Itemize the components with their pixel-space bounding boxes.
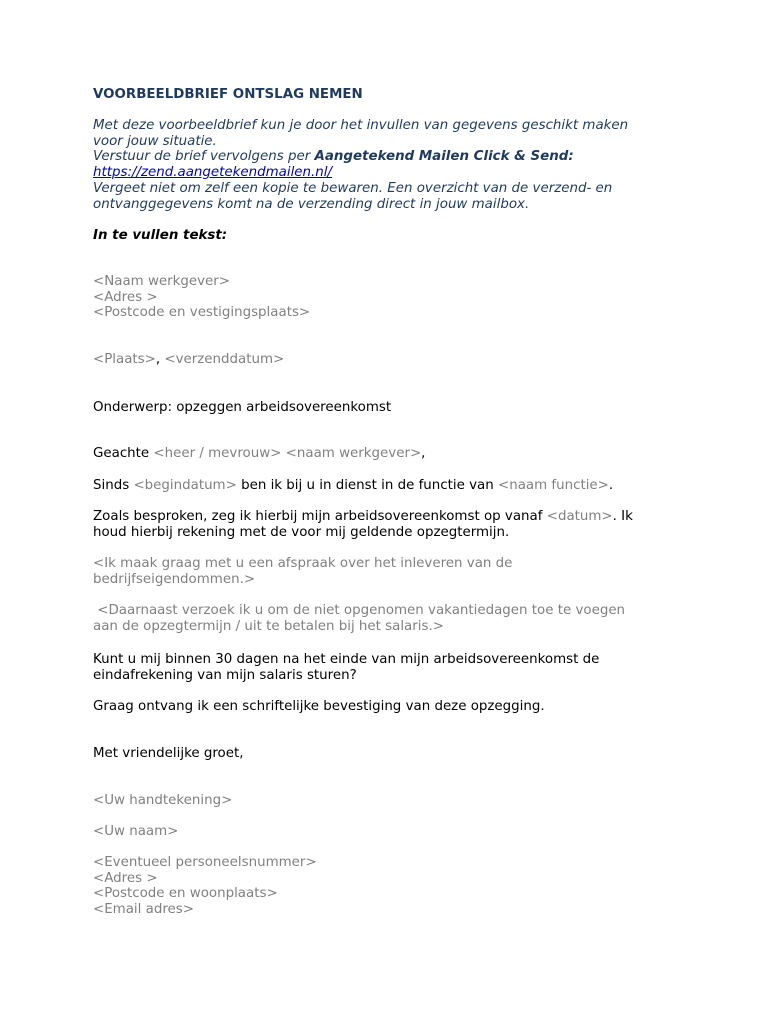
signature-placeholder: <Uw handtekening> [93, 793, 233, 808]
employment-line [93, 478, 613, 494]
intro-line-2: voor jouw situatie. [93, 134, 217, 149]
employment-middle: ben ik bij u in dienst in de functie van [236, 478, 498, 493]
employment-prefix: Sinds [93, 478, 134, 493]
settlement-line-1: Kunt u mij binnen 30 dagen na het einde van mijn arbeidsovereenkomst de [93, 652, 600, 667]
salutation-prefix: Geachte [93, 446, 154, 461]
fill-in-heading: In te vullen tekst: [93, 228, 228, 243]
salutation-suffix: , [421, 446, 426, 461]
employment-suffix: . [608, 478, 614, 493]
intro-line-4 [93, 165, 332, 181]
optional-vacation-line-2: aan de opzegtermijn / uit te betalen bij het salaris.> [93, 619, 444, 634]
service-link[interactable]: https://zend.aangetekendmailen.nl/ [93, 165, 333, 180]
salutation-line [93, 446, 425, 462]
salutation-name-placeholder: <naam werkgever> [285, 446, 422, 461]
salutation-title-placeholder: <heer / mevrouw> [153, 446, 282, 461]
intro-service-name: Aangetekend Mailen Click & Send: [314, 149, 574, 164]
sender-postcode: <Postcode en woonplaats> [93, 886, 278, 901]
function-placeholder: <naam functie> [497, 478, 609, 493]
subject-line: Onderwerp: opzeggen arbeidsovereenkomst [93, 400, 392, 415]
sender-email: <Email adres> [93, 902, 194, 917]
intro-line-6: ontvanggegevens komt na de verzending direct in jouw mailbox. [93, 197, 530, 212]
sender-address: <Adres > [93, 871, 158, 886]
start-date-placeholder: <begindatum> [133, 478, 237, 493]
closing-line: Met vriendelijke groet, [93, 746, 244, 761]
notice-line-1 [93, 509, 633, 525]
document-title: VOORBEELDBRIEF ONTSLAG NEMEN [93, 87, 363, 102]
notice-line-2: houd hierbij rekening met de voor mij geldende opzegtermijn. [93, 525, 510, 540]
intro-line-1: Met deze voorbeeldbrief kun je door het invullen van gegevens geschikt maken [93, 118, 629, 133]
settlement-line-2: eindafrekening van mijn salaris sturen? [93, 668, 357, 683]
employer-postcode: <Postcode en vestigingsplaats> [93, 305, 311, 320]
confirmation-line: Graag ontvang ik een schriftelijke bevestiging van deze opzegging. [93, 699, 545, 714]
sender-staff-number: <Eventueel personeelsnummer> [93, 855, 317, 870]
notice-date-placeholder: <datum> [546, 509, 613, 524]
notice-text: Zoals besproken, zeg ik hierbij mijn arbeidsovereenkomst op vanaf [93, 509, 547, 524]
sender-name: <Uw naam> [93, 824, 179, 839]
notice-suffix: . Ik [612, 509, 633, 524]
optional-vacation-line-1: <Daarnaast verzoek ik u om de niet opgenomen vakantiedagen toe te voegen [93, 603, 626, 618]
employer-address: <Adres > [93, 290, 158, 305]
optional-property-line-2: bedrijfseigendommen.> [93, 572, 256, 587]
intro-line-5: Vergeet niet om zelf een kopie te bewaren. Een overzicht van de verzend- en [93, 181, 613, 196]
intro-send-text: Verstuur de brief vervolgens per [93, 149, 315, 164]
intro-line-3 [93, 149, 574, 165]
optional-property-line-1: <Ik maak graag met u een afspraak over het inleveren van de [93, 556, 513, 571]
place-placeholder: <Plaats> [93, 352, 156, 367]
place-date-line [93, 352, 284, 368]
employer-name: <Naam werkgever> [93, 274, 231, 289]
send-date-placeholder: <verzenddatum> [164, 352, 285, 367]
place-date-separator: , [155, 352, 165, 367]
